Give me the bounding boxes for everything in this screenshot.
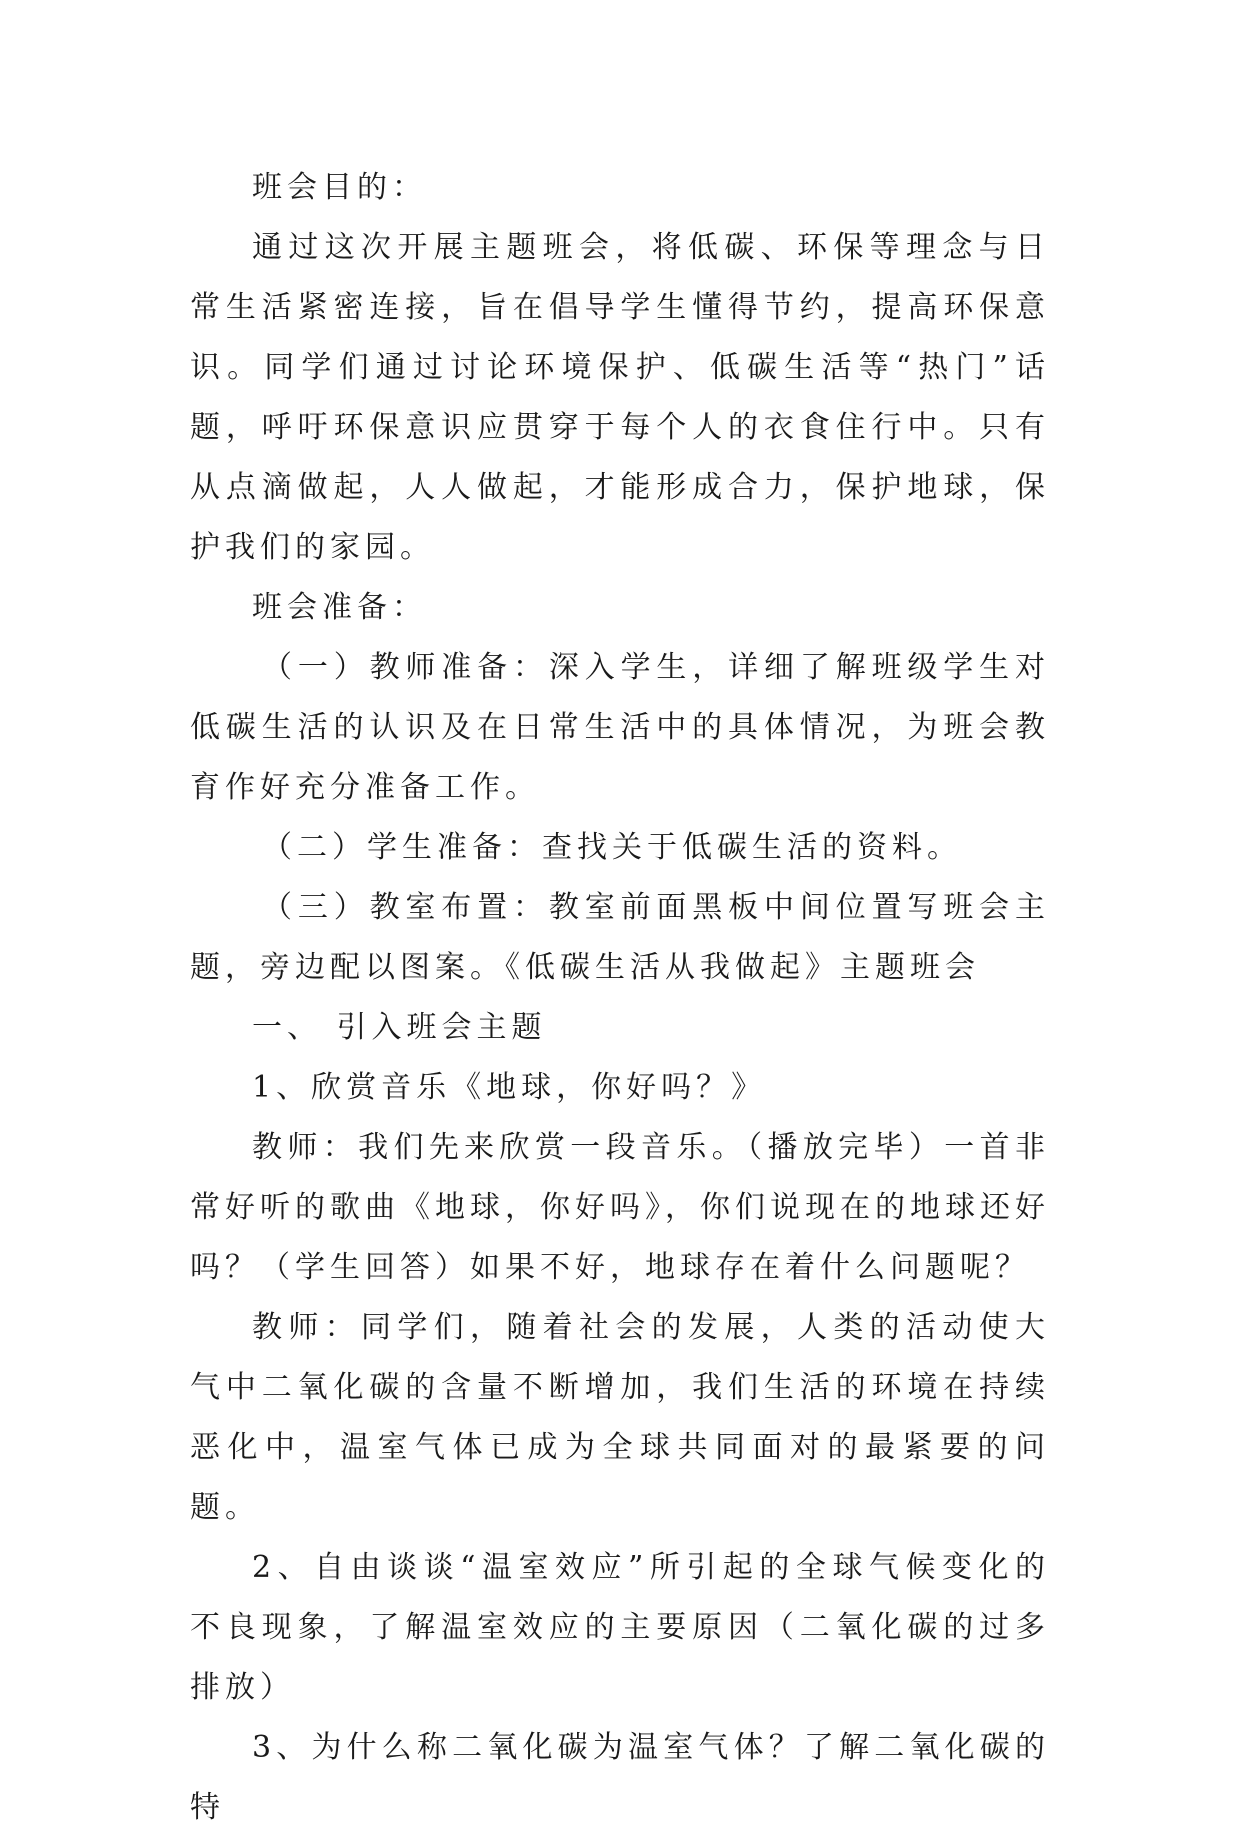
section-heading-purpose: 班会目的：	[252, 170, 427, 205]
paragraph-classroom-layout: （三）教室布置：教室前面黑板中间位置写班会主题，旁边配以图案。《低碳生活从我做起》主题班会	[190, 890, 1050, 985]
paragraph-music-item: 1、欣赏音乐《地球，你好吗？》	[252, 1070, 767, 1105]
paragraph-greenhouse-gas-question: 3、为什么称二氧化碳为温室气体？了解二氧化碳的特	[190, 1730, 1050, 1825]
paragraph-teacher-preparation: （一）教师准备：深入学生，详细了解班级学生对低碳生活的认识及在日常生活中的具体情况，为班会教育作好充分准备工作。	[190, 650, 1050, 805]
section-heading-introduction: 一、 引入班会主题	[252, 1010, 547, 1045]
paragraph-greenhouse-discussion: 2、自由谈谈“温室效应”所引起的全球气候变化的不良现象，了解温室效应的主要原因（二氧化碳的过多排放）	[190, 1550, 1050, 1705]
paragraph-teacher-music: 教师：我们先来欣赏一段音乐。（播放完毕）一首非常好听的歌曲《地球，你好吗》，你们说现在的地球还好吗？（学生回答）如果不好，地球存在着什么问题呢？	[190, 1130, 1050, 1285]
paragraph-teacher-co2: 教师：同学们，随着社会的发展，人类的活动使大气中二氧化碳的含量不断增加，我们生活的环境在持续恶化中，温室气体已成为全球共同面对的最紧要的问题。	[190, 1310, 1050, 1525]
section-heading-preparation: 班会准备：	[252, 590, 427, 625]
paragraph-student-preparation: （二）学生准备：查找关于低碳生活的资料。	[262, 830, 962, 865]
document-page	[190, 158, 1050, 1838]
paragraph-purpose-body: 通过这次开展主题班会，将低碳、环保等理念与日常生活紧密连接，旨在倡导学生懂得节约，提高环保意识。同学们通过讨论环境保护、低碳生活等“热门”话题，呼吁环保意识应贯穿于每个人的衣食住行中。只有从点滴做起，人人做起，才能形成合力，保护地球，保护我们的家园。	[190, 230, 1050, 565]
